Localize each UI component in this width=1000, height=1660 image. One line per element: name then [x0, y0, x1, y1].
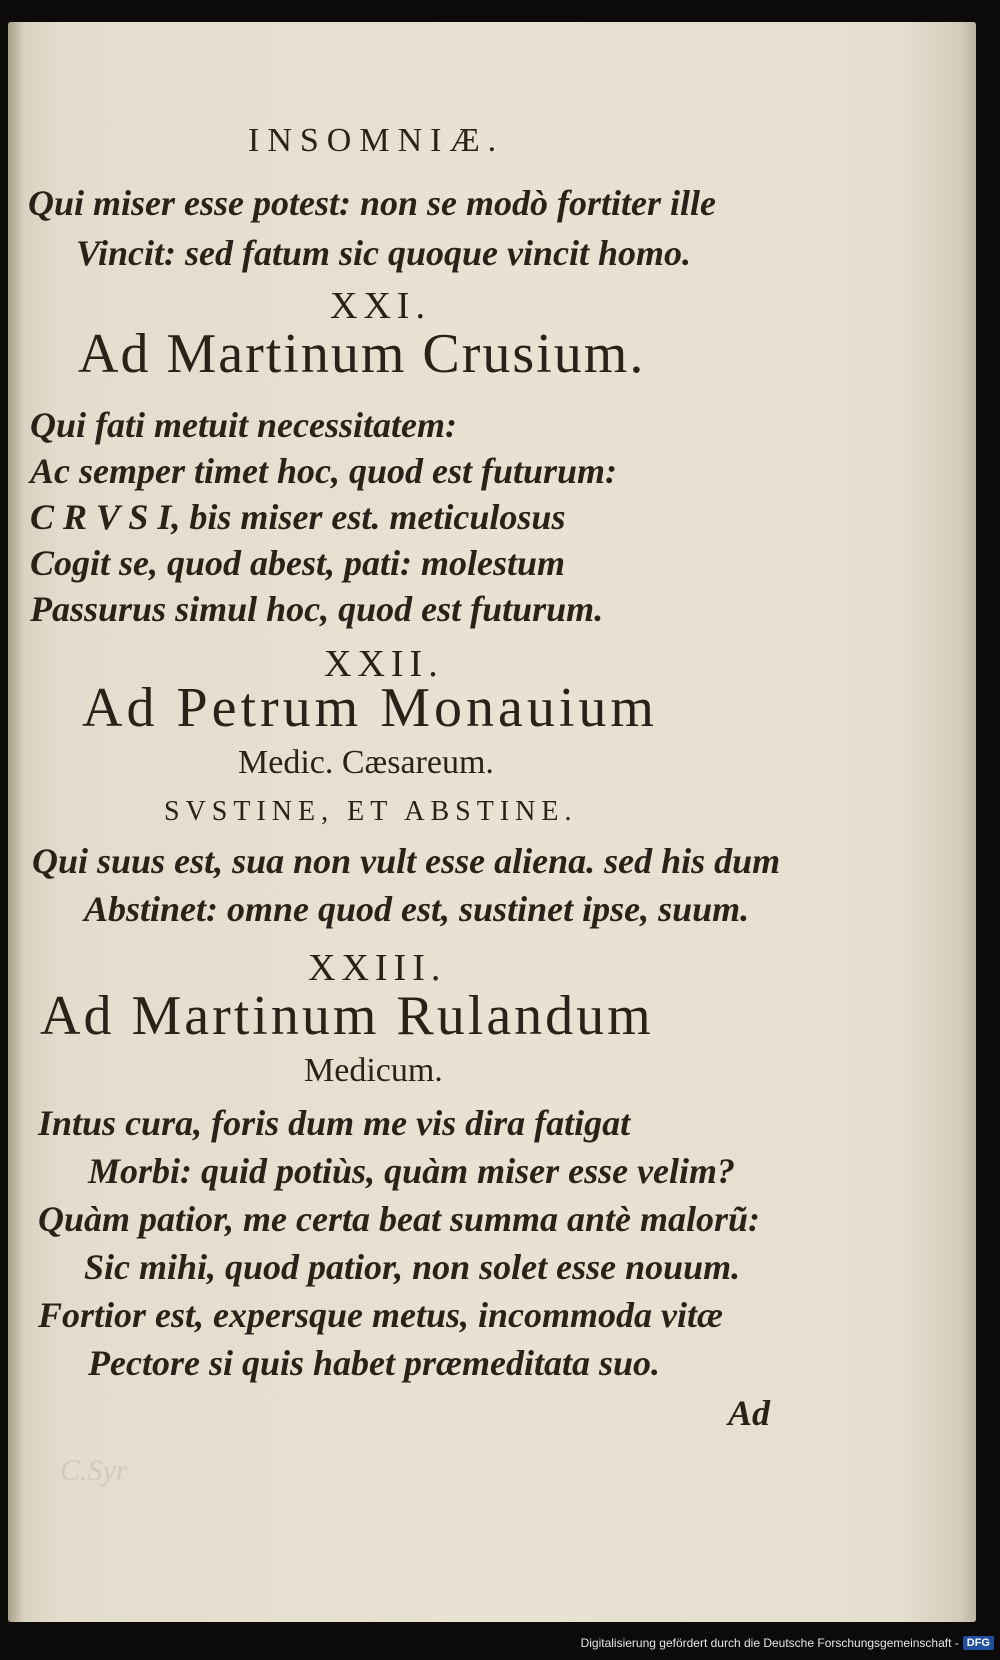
- poem-number: XXIII.: [308, 947, 447, 989]
- verse-line: Morbi: quid potiùs, quàm miser esse velim?: [88, 1151, 736, 1191]
- poem-title: Ad Martinum Rulandum: [40, 985, 654, 1047]
- verse-line: Ac semper timet hoc, quod est futurum:: [30, 451, 618, 491]
- verse-line: Qui fati metuit necessitatem:: [30, 405, 457, 445]
- verse-line: Sic mihi, quod patior, non solet esse nouum.: [84, 1247, 741, 1287]
- digitization-footer: [581, 1634, 994, 1652]
- footer-credit: Digitalisierung gefördert durch die Deutsche Forschungsgemeinschaft -: [580, 1636, 959, 1650]
- poem-number: XXII.: [324, 643, 444, 685]
- verse-line: C R V S I, bis miser est. meticulosus: [30, 497, 566, 537]
- verse-line: Qui miser esse potest: non se modò fortiter ille: [28, 183, 716, 223]
- library-stamp: C.Syr: [60, 1454, 128, 1487]
- verse-line: Vincit: sed fatum sic quoque vincit homo.: [76, 233, 692, 273]
- poem-title: Ad Martinum Crusium.: [78, 323, 646, 385]
- poem-motto: SVSTINE, ET ABSTINE.: [164, 796, 578, 827]
- verse-line: Abstinet: omne quod est, sustinet ipse, suum.: [84, 889, 750, 929]
- verse-line: Fortior est, expersque metus, incommoda vitæ: [38, 1295, 724, 1335]
- verse-line: Intus cura, foris dum me vis dira fatigat: [38, 1103, 631, 1143]
- verse-line: Quàm patior, me certa beat summa antè malorũ:: [38, 1199, 761, 1239]
- page-edge-shadow: [960, 22, 976, 1622]
- running-header: INSOMNIÆ.: [248, 122, 505, 159]
- book-page: [8, 22, 976, 1622]
- verse-line: Pectore si quis habet præmeditata suo.: [88, 1343, 661, 1383]
- verse-line: Qui suus est, sua non vult esse aliena. sed his dum: [32, 841, 781, 881]
- poem-subtitle: Medicum.: [304, 1052, 443, 1089]
- poem-number: XXI.: [330, 285, 432, 327]
- poem-subtitle: Medic. Cæsareum.: [238, 744, 494, 781]
- verse-line: Cogit se, quod abest, pati: molestum: [30, 543, 566, 583]
- poem-title: Ad Petrum Monauium: [82, 677, 658, 739]
- catchword: Ad: [728, 1393, 771, 1433]
- page-gutter-shadow: [8, 22, 24, 1622]
- verse-line: Passurus simul hoc, quod est futurum.: [30, 589, 604, 629]
- dfg-logo-badge: DFG: [963, 1636, 994, 1650]
